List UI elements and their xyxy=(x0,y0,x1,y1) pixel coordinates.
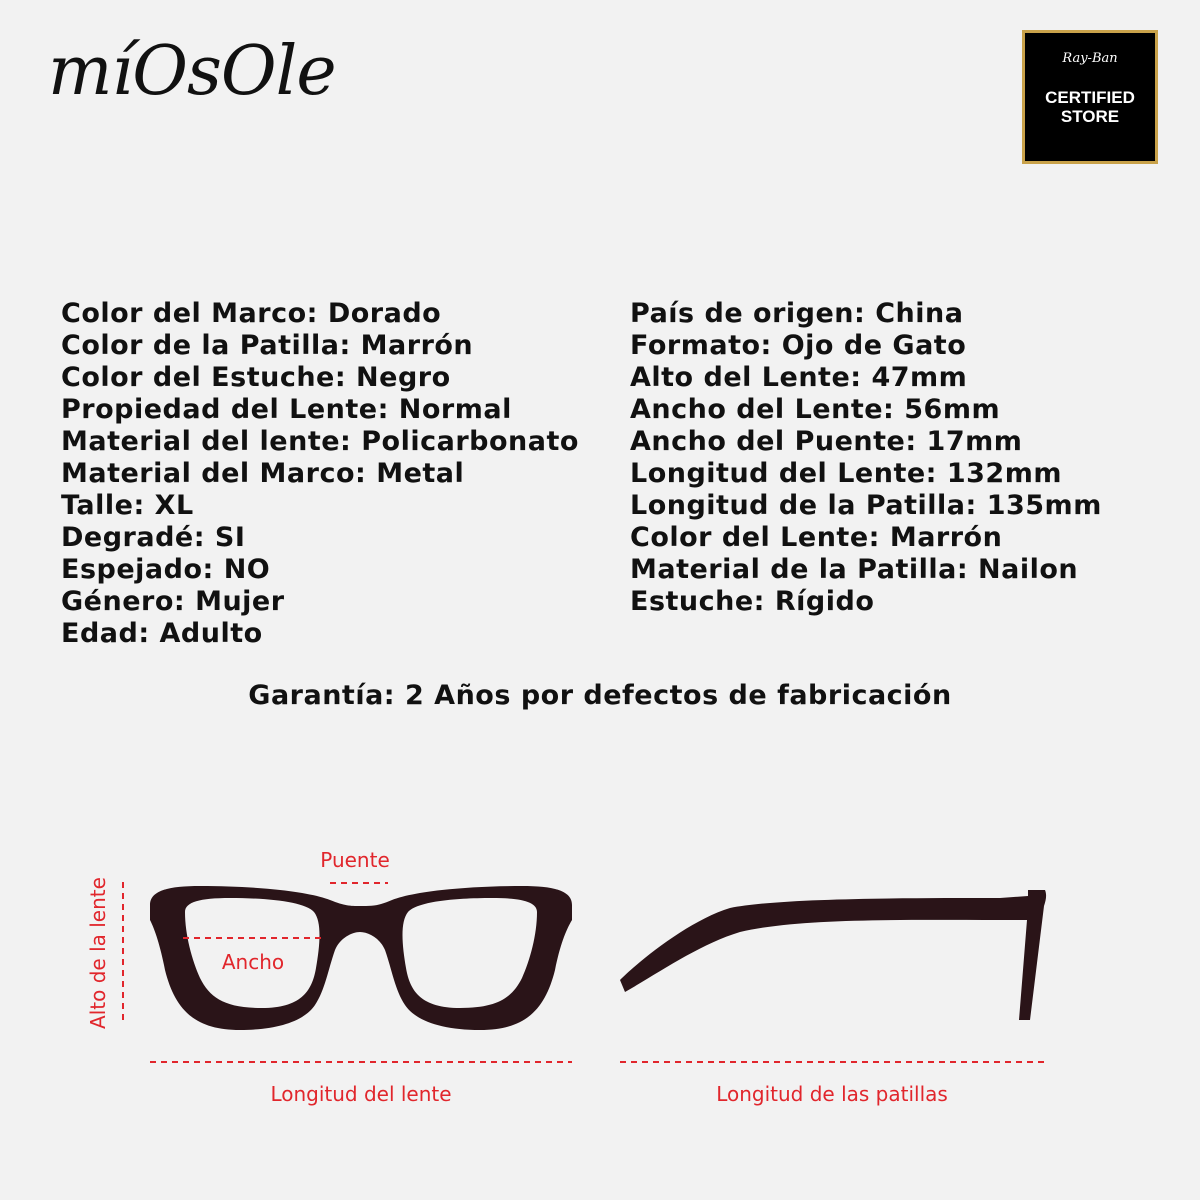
puente-label: Puente xyxy=(320,848,390,872)
alto-label: Alto de la lente xyxy=(86,877,110,1029)
brand-logo: míOsOle xyxy=(48,32,336,111)
spec-line: Género: Mujer xyxy=(61,586,285,617)
spec-line: Material del Marco: Metal xyxy=(61,458,465,489)
spec-line: Edad: Adulto xyxy=(61,618,263,649)
spec-line: Formato: Ojo de Gato xyxy=(630,330,967,361)
spec-line: Longitud del Lente: 132mm xyxy=(630,458,1062,489)
longitud-patillas-label: Longitud de las patillas xyxy=(716,1082,948,1106)
spec-line: Propiedad del Lente: Normal xyxy=(61,394,512,425)
spec-line: Espejado: NO xyxy=(61,554,271,585)
glasses-temple-icon xyxy=(620,890,1046,1020)
ancho-label: Ancho xyxy=(221,950,285,974)
longitud-lente-label: Longitud del lente xyxy=(270,1082,452,1106)
specs-left-column xyxy=(61,298,621,650)
spec-line: Alto del Lente: 47mm xyxy=(630,362,968,393)
certified-store-badge xyxy=(1022,30,1158,164)
spec-line: Color del Marco: Dorado xyxy=(61,298,442,329)
spec-line: Color de la Patilla: Marrón xyxy=(61,330,474,361)
spec-line: Talle: XL xyxy=(61,490,194,521)
spec-line: Ancho del Lente: 56mm xyxy=(630,394,1001,425)
glasses-front-icon xyxy=(150,886,572,1030)
specs-right-column xyxy=(630,298,1190,618)
spec-line: Material del lente: Policarbonato xyxy=(61,426,579,457)
spec-line: País de origen: China xyxy=(630,298,964,329)
spec-line: Estuche: Rígido xyxy=(630,586,875,617)
spec-line: Degradé: SI xyxy=(61,522,246,553)
spec-line: Material de la Patilla: Nailon xyxy=(630,554,1079,585)
ray-ban-logo: Ray-Ban xyxy=(1062,51,1118,66)
spec-line: Color del Estuche: Negro xyxy=(61,362,451,393)
warranty-text: Garantía: 2 Años por defectos de fabricación xyxy=(248,680,952,711)
certified-store-label: CERTIFIED STORE xyxy=(1045,88,1135,126)
glasses-measurement-diagram xyxy=(0,820,1200,1200)
spec-line: Longitud de la Patilla: 135mm xyxy=(630,490,1102,521)
spec-line: Color del Lente: Marrón xyxy=(630,522,1003,553)
spec-line: Ancho del Puente: 17mm xyxy=(630,426,1023,457)
